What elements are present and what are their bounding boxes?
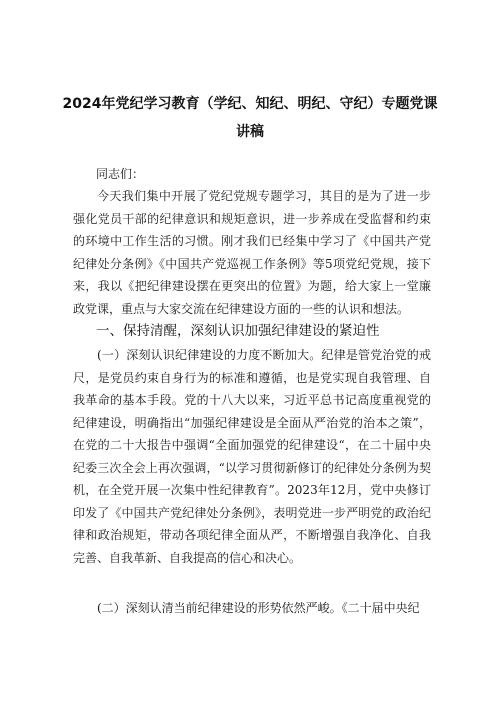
intro-block bbox=[73, 185, 431, 320]
subsection-2-block bbox=[73, 597, 431, 620]
document-title: 2024年党纪学习教育（学纪、知纪、明纪、守纪）专题党课讲稿 bbox=[62, 96, 438, 140]
subsection-paragraph: (一）深刻认识纪律建设的力度不断加大。纪律是管党治党的戒尺，是党员约束自身行为的标准和遵循，也是党实现自我管理、自我革命的基本手段。党的十八大以来，习近平总书记高度重视党的纪律建设，明确指出“加强纪律建设是全面从严治党的治本之策”，在党的二十大报告中强调“全面加强党的纪律建设“，在二十届中央纪委三次全会上再次强调，“以学习贯彻新修订的纪律处分条例为契机，在全党开展一次集中性纪律教育”。2023年12月，党中央修订印发了《中国共产党纪律处分条例》，表明党进一步严明党的政治纪律和政治规矩，带动各项纪律全面从严，不断增强自我净化、自我完善、自我革新、自我提高的信心和决心。 bbox=[73, 348, 431, 565]
subsection-paragraph: (二）深刻认清当前纪律建设的形势依然严峻。《二十届中央纪 bbox=[97, 601, 420, 615]
subsection-1-block bbox=[73, 344, 431, 569]
salutation: 同志们： bbox=[96, 167, 145, 181]
section-heading: 一、保持清醒，深刻认识加强纪律建设的紧迫性 bbox=[96, 323, 380, 339]
intro-paragraph: 今天我们集中开展了党纪党规专题学习，其目的是为了进一步强化党员干部的纪律意识和规矩意识，进一步养成在受监督和约束的环境中工作生活的习惯。刚才我们已经集中学习了《中国共产党纪律处分条例》《中国共产党巡视工作条例》等5项党纪党规，接下来，我以《把纪律建设摆在更突出的位置》为题，给大家上一堂廉政党课，重点与大家交流在纪律建设方面的一些的认识和想法。 bbox=[73, 189, 431, 316]
